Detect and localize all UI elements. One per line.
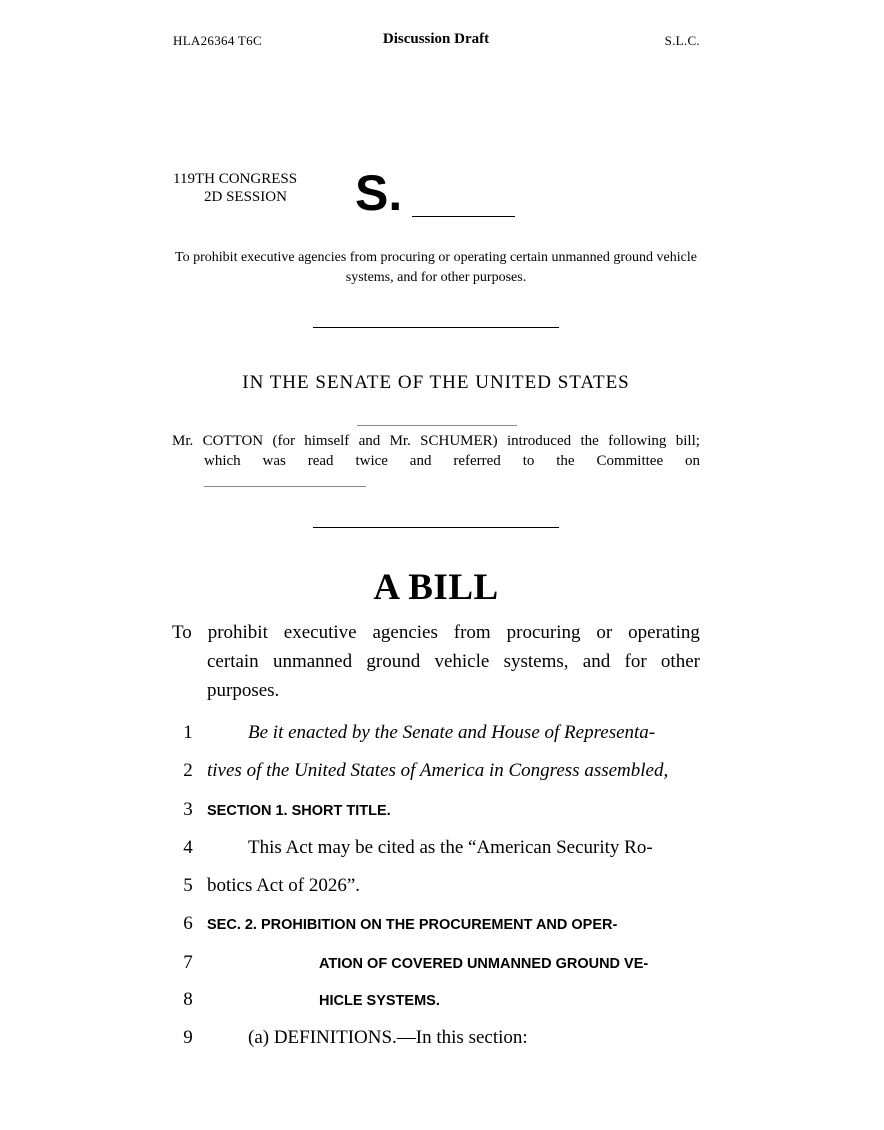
short-purpose: To prohibit executive agencies from procuring or operating certain unmanned ground vehicle systems, and for other purposes. — [175, 250, 697, 285]
office-code: S.L.C. — [664, 33, 700, 48]
document-id: HLA26364 T6C — [173, 33, 262, 48]
introduction-line-2 — [204, 451, 700, 471]
intro-word: was — [262, 453, 286, 469]
intro-word: the — [556, 453, 575, 469]
intro-word: read — [307, 453, 334, 469]
section-heading: SEC. 2. PROHIBITION ON THE PROCUREMENT AND OPER- — [207, 917, 618, 933]
title-word: vehicle — [434, 651, 490, 672]
chamber-heading: IN THE SENATE OF THE UNITED STATES — [242, 372, 630, 393]
enacting-clause-cont: tives of the United States of America in Congress assembled, — [207, 760, 669, 781]
intro-word: twice — [355, 453, 388, 469]
intro-word: himself — [304, 433, 350, 449]
line-number: 8 — [183, 989, 193, 1010]
intro-word: following — [608, 433, 667, 449]
title-word: procuring — [506, 622, 581, 643]
long-title-line-3: purposes. — [207, 680, 280, 701]
session-number: 2D SESSION — [204, 189, 287, 205]
title-word: executive — [283, 622, 357, 643]
line-number: 6 — [183, 913, 193, 934]
long-title-line-1 — [172, 618, 700, 647]
title-word: other — [660, 651, 700, 672]
title-word: agencies — [372, 622, 438, 643]
title-word: for — [624, 651, 647, 672]
line-number: 3 — [183, 799, 193, 820]
section-heading-cont: ATION OF COVERED UNMANNED GROUND VE- — [319, 956, 649, 972]
bill-prefix: S. — [355, 165, 403, 221]
divider-rule — [313, 527, 559, 528]
line-number: 5 — [183, 875, 193, 896]
draft-label: Discussion Draft — [382, 31, 490, 47]
line-number: 9 — [183, 1027, 193, 1048]
intro-word: the — [580, 433, 599, 449]
divider-rule — [313, 327, 559, 328]
title-word: and — [582, 651, 611, 672]
date-blank-line — [357, 425, 517, 426]
intro-word: Committee — [596, 453, 664, 469]
line-number: 4 — [183, 837, 193, 858]
enacting-clause: Be it enacted by the Senate and House of Representa- — [248, 722, 656, 743]
intro-word: bill; — [675, 433, 700, 449]
section-heading: SECTION 1. SHORT TITLE. — [207, 803, 391, 819]
intro-word: which — [204, 453, 241, 469]
title-word: certain — [207, 651, 259, 672]
line-number: 7 — [183, 952, 193, 973]
sponsor-name: COTTON — [202, 433, 264, 449]
title-word: operating — [628, 622, 700, 643]
title-word: ground — [366, 651, 421, 672]
intro-word: (for — [272, 433, 295, 449]
subsection-heading: (a) DEFINITIONS.—In this section: — [248, 1027, 528, 1048]
intro-word: and — [358, 433, 381, 449]
title-word: from — [453, 622, 491, 643]
intro-word: introduced — [506, 433, 572, 449]
title-word: or — [596, 622, 613, 643]
intro-word: Mr. — [172, 433, 194, 449]
intro-word: to — [522, 453, 535, 469]
committee-blank-line — [204, 486, 366, 487]
intro-word: on — [684, 453, 700, 469]
title-word: systems, — [503, 651, 569, 672]
intro-word: referred — [453, 453, 501, 469]
body-text: This Act may be cited as the “American Security Ro- — [248, 837, 653, 858]
section-heading-cont: HICLE SYSTEMS. — [319, 993, 440, 1009]
line-number: 2 — [183, 760, 193, 781]
cosponsor-name: SCHUMER) — [420, 433, 498, 449]
intro-word: Mr. — [389, 433, 411, 449]
intro-word: and — [409, 453, 432, 469]
line-number: 1 — [183, 722, 193, 743]
bill-number-blank — [412, 216, 515, 217]
congress-number: 119TH CONGRESS — [173, 171, 298, 187]
long-title-line-2 — [207, 647, 700, 676]
title-word: prohibit — [207, 622, 268, 643]
title-word: unmanned — [272, 651, 353, 672]
introduction-line-1 — [172, 431, 700, 451]
bill-heading: A BILL — [373, 567, 499, 608]
body-text: botics Act of 2026”. — [207, 875, 361, 896]
title-word: To — [172, 622, 192, 643]
